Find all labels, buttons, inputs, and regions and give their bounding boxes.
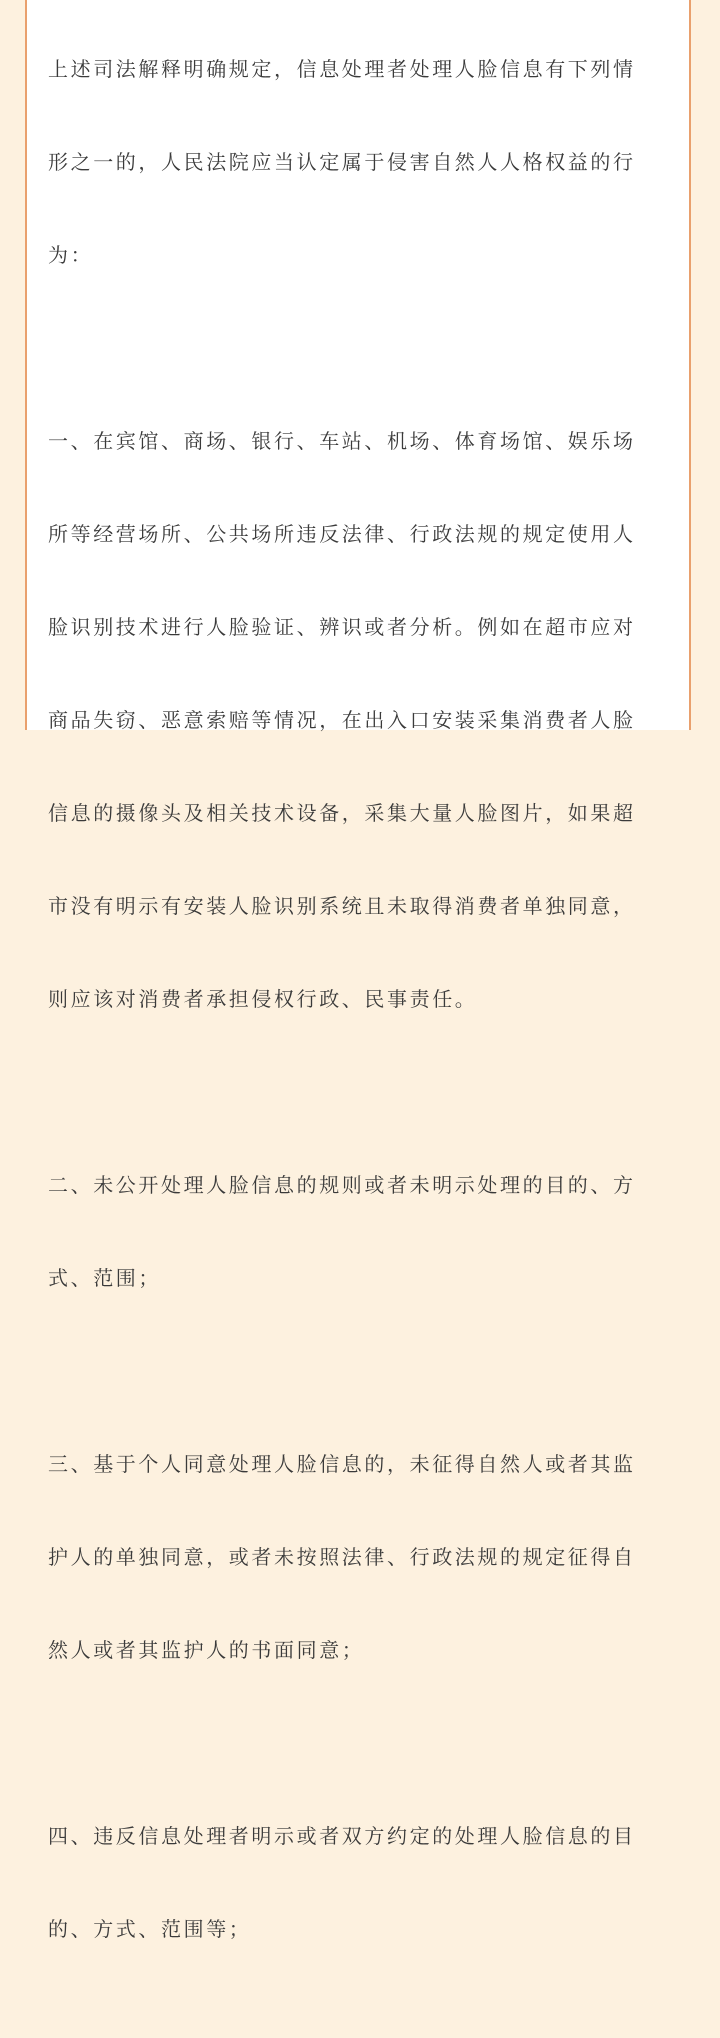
text-line: 形之一的，人民法院应当认定属于侵害自然人人格权益的行 — [48, 150, 636, 174]
text-line: 为： — [48, 243, 94, 267]
text-line: 的、方式、范围等； — [48, 1917, 252, 1941]
paragraph-item-3 — [48, 1387, 678, 1728]
text-line: 四、违反信息处理者明示或者双方约定的处理人脸信息的目 — [48, 1824, 636, 1848]
text-line: 式、范围； — [48, 1266, 161, 1290]
text-line: 脸识别技术进行人脸验证、辨识或者分析。例如在超市应对 — [48, 615, 636, 639]
text-line: 二、未公开处理人脸信息的规则或者未明示处理的目的、方 — [48, 1173, 636, 1197]
paragraph-item-1 — [48, 364, 678, 1077]
text-line: 三、基于个人同意处理人脸信息的，未征得自然人或者其监 — [48, 1452, 636, 1476]
paragraph-item-4 — [48, 1759, 678, 2007]
article-body — [48, 0, 678, 2038]
text-line: 上述司法解释明确规定，信息处理者处理人脸信息有下列情 — [48, 57, 636, 81]
paragraph-intro — [48, 0, 678, 333]
text-line: 商品失窃、恶意索赔等情况，在出入口安装采集消费者人脸 — [48, 708, 636, 732]
text-line: 然人或者其监护人的书面同意； — [48, 1638, 365, 1662]
text-line: 护人的单独同意，或者未按照法律、行政法规的规定征得自 — [48, 1545, 636, 1569]
paragraph-item-2 — [48, 1108, 678, 1356]
text-line: 市没有明示有安装人脸识别系统且未取得消费者单独同意， — [48, 894, 636, 918]
text-line: 一、在宾馆、商场、银行、车站、机场、体育场馆、娱乐场 — [48, 429, 636, 453]
text-line: 信息的摄像头及相关技术设备，采集大量人脸图片，如果超 — [48, 801, 636, 825]
text-line: 所等经营场所、公共场所违反法律、行政法规的规定使用人 — [48, 522, 636, 546]
text-line: 则应该对消费者承担侵权行政、民事责任。 — [48, 987, 478, 1011]
